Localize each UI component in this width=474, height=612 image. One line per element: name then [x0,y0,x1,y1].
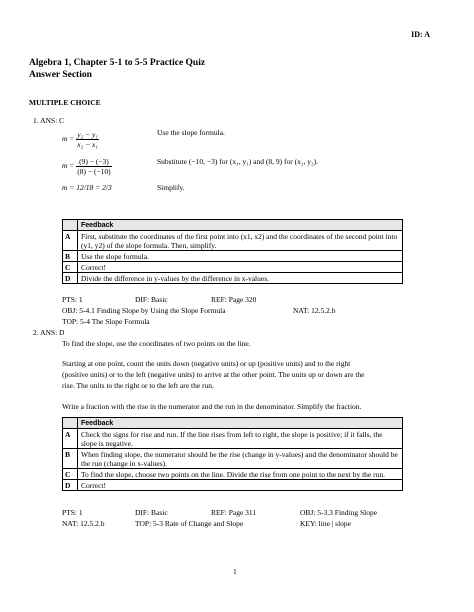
q2-feedback-key-c: C [63,469,78,480]
q1-feedback-table [62,219,403,284]
q1-feedback-key-d: D [63,273,78,284]
q2-feedback-key-a: A [63,429,78,449]
q2-reference: REF: Page 311 [211,508,257,517]
q2-topic: TOP: 5-3 Rate of Change and Slope [135,519,244,528]
q1-points: PTS: 1 [62,295,83,304]
q1-feedback-key-b: B [63,251,78,262]
q2-points: PTS: 1 [62,508,83,517]
document-id: ID: A [411,30,430,39]
q2-keywords: KEY: line | slope [300,519,352,528]
q2-feedback-text-a: Check the signs for rise and run. If the line rises from left to right, the slope is positive; if it falls, the slope is negative. [78,429,403,449]
q2-answer: 2. ANS: D [33,328,65,337]
q2-paragraph-2c: rise. The units to the right or to the left are the run. [62,381,214,390]
q2-paragraph-3: Write a fraction with the rise in the numerator and the run in the denominator. Simplify the fraction. [62,402,362,411]
q2-feedback-text-d: Correct! [78,480,403,491]
q1-feedback-text-d: Divide the difference in y-values by the difference in x-values. [78,273,403,284]
section-heading: MULTIPLE CHOICE [29,98,101,107]
q1-step1 [62,130,99,149]
q1-step1-denominator: x₂ − x₁ [77,140,98,149]
q2-difficulty: DIF: Basic [135,508,168,517]
q1-step3-note: Simplify. [157,183,185,192]
q2-feedback-key-d: D [63,480,78,491]
q1-objective: OBJ: 5-4.1 Finding Slope by Using the Slope Formula [62,306,226,315]
q1-step2-numerator: (9) − (−3) [76,157,111,167]
q1-feedback-text-b: Use the slope formula. [78,251,403,262]
q1-topic: TOP: 5-4 The Slope Formula [62,317,150,326]
q1-step1-lhs: m = [62,134,75,144]
q1-feedback-key-c: C [63,262,78,273]
q2-feedback-header: Feedback [78,418,403,429]
q1-step3: m = 12/18 = 2/3 [62,183,112,192]
q1-reference: REF: Page 320 [211,295,257,304]
q2-standard: NAT: 12.5.2.b [62,519,105,528]
q2-paragraph-2a: Starting at one point, count the units down (negative units) or up (positive units) and to the right [62,359,351,368]
q1-feedback-text-c: Correct! [78,262,403,273]
q1-feedback-text-a: First, substitute the coordinates of the first point into (x1, x2) and the coordinates of the second point into (y1, y2) of the slope formula. Then, simplify. [78,231,403,251]
q1-step2-denominator: (8) − (−10) [77,167,111,176]
q1-feedback-key-a: A [63,231,78,251]
q2-feedback-key-b: B [63,449,78,469]
q2-feedback-text-c: To find the slope, choose two points on the line. Divide the rise from one point to the next by the run. [78,469,403,480]
page-title: Algebra 1, Chapter 5-1 to 5-5 Practice Quiz [29,58,206,68]
q1-answer: 1. ANS: C [33,116,65,125]
q1-feedback-corner [63,220,78,231]
q1-step1-note: Use the slope formula. [157,128,225,137]
q2-feedback-corner [63,418,78,429]
q2-paragraph-2b: (positive units) or to the left (negative units) to arrive at the other point. The units up or down are the [62,370,365,379]
q1-step2-note: Substitute (−10, −3) for (x₁, y₁) and (8, 9) for (x₂, y₂). [157,157,318,166]
q1-feedback-header: Feedback [78,220,403,231]
q2-feedback-table [62,417,403,491]
q1-standard: NAT: 12.5.2.b [293,306,336,315]
q2-feedback-text-b: When finding slope, the numerator should be the rise (change in y-values) and the denominator should be the run (change in x-values). [78,449,403,469]
q2-objective: OBJ: 5-3.3 Finding Slope [300,508,378,517]
page-subtitle: Answer Section [29,70,92,80]
q1-difficulty: DIF: Basic [135,295,168,304]
q1-step2 [62,157,112,176]
page-number: 1 [233,567,237,576]
q1-step1-numerator: y₂ − y₁ [77,130,98,139]
q1-step2-lhs: m = [62,161,75,171]
q2-paragraph-1: To find the slope, use the coordinates of two points on the line. [62,339,251,348]
